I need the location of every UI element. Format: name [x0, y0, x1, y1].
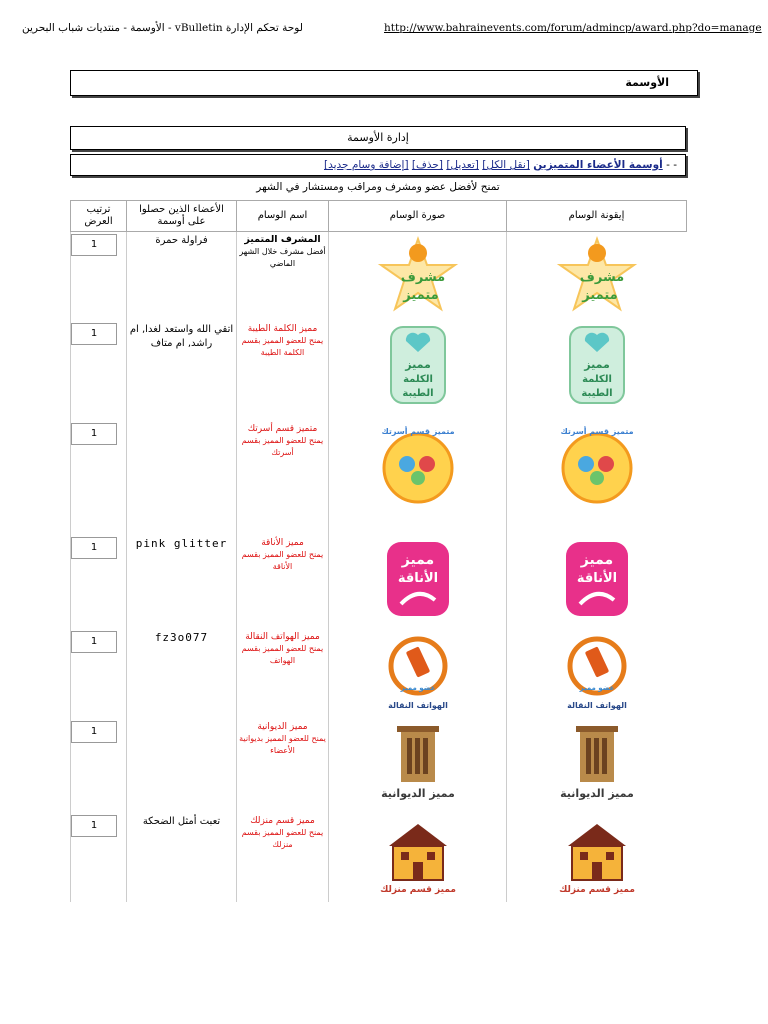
- display-order-input[interactable]: [71, 423, 117, 445]
- award-name-cell: [237, 535, 329, 629]
- display-order-input[interactable]: [71, 815, 117, 837]
- awards-table: [70, 200, 687, 902]
- award-members: اتقي الله واستعد لغدا, ام راشد, ام متاف: [129, 324, 234, 349]
- badge-caption: مميز قسم منزلك: [379, 885, 456, 895]
- award-description: يمنح للعضو المميز بديوانية الأعضاء: [239, 734, 326, 755]
- print-header: [0, 22, 768, 38]
- header-members: الأعضاء الذين حصلوا على أوسمة: [127, 201, 237, 232]
- page-url-link[interactable]: http://www.bahrainevents.com/forum/admincp/award.php?do=manage: [384, 22, 762, 34]
- badge-family-icon: [556, 424, 638, 506]
- badge-caption: الطيبة: [581, 388, 613, 399]
- badge-caption: الهواتف النقالة: [566, 701, 627, 710]
- award-name-cell: [237, 321, 329, 421]
- award-description: أفضل مشرف خلال الشهر الماضي: [239, 247, 326, 268]
- award-image-cell: [329, 813, 507, 902]
- table-row: [71, 719, 687, 813]
- award-members: تعبت أمثل الضحكة: [142, 816, 221, 827]
- badge-diwaniya-icon: [377, 722, 459, 804]
- badge-caption: الكلمة: [402, 374, 433, 385]
- award-description: يمنح للعضو المميز بقسم الأناقة: [241, 550, 324, 571]
- page-title: الأوسمة: [625, 76, 669, 89]
- award-name-cell: [237, 421, 329, 535]
- category-description: تمنح لأفضل عضو ومشرف ومراقب ومستشار في الشهر: [256, 181, 500, 193]
- badge-caption: مميز قسم منزلك: [558, 885, 635, 895]
- award-image-cell: [329, 535, 507, 629]
- badge-caption: الطيبة: [401, 388, 434, 399]
- display-order-input[interactable]: [71, 537, 117, 559]
- award-name-cell: [237, 232, 329, 322]
- page-title-box: [70, 70, 698, 96]
- display-order-cell: [71, 813, 127, 902]
- table-row: [71, 232, 687, 322]
- badge-caption: الأناقة: [576, 571, 617, 586]
- award-name: مميز قسم منزلك: [250, 816, 315, 826]
- badge-caption: مميز: [583, 358, 610, 371]
- award-name: مميز الكلمة الطيبة: [247, 324, 318, 334]
- badge-family-icon: [377, 424, 459, 506]
- award-name-cell: [237, 813, 329, 902]
- badge-caption: متميز قسم أسرتك: [560, 427, 634, 436]
- badge-elegance-icon: [377, 538, 459, 620]
- award-name-cell: [237, 719, 329, 813]
- badge-caption: مشرف: [579, 270, 624, 285]
- badge-caption: متميز: [402, 288, 439, 303]
- table-row: [71, 321, 687, 421]
- award-members: [127, 421, 236, 423]
- award-image-cell: [329, 232, 507, 322]
- badge-caption: مميز: [404, 358, 431, 371]
- table-row: [71, 421, 687, 535]
- award-image-cell: [329, 629, 507, 719]
- award-members-cell: [127, 813, 237, 902]
- badge-home-icon: [377, 816, 459, 898]
- table-row: [71, 629, 687, 719]
- badge-diwaniya-icon: [556, 722, 638, 804]
- badge-caption: مشرف: [400, 270, 445, 285]
- award-name-cell: [237, 629, 329, 719]
- award-icon-cell: [507, 629, 687, 719]
- table-header-row: [71, 201, 687, 232]
- badge-caption: الكلمة: [581, 374, 612, 385]
- category-row: [70, 154, 686, 176]
- display-order-cell: [71, 535, 127, 629]
- display-order-cell: [71, 232, 127, 322]
- display-order-cell: [71, 321, 127, 421]
- table-row: [71, 535, 687, 629]
- category-link[interactable]: أوسمة الأعضاء المتميزين: [533, 159, 663, 171]
- badge-caption: عضو مميز: [400, 684, 435, 692]
- badge-caption: الأناقة: [397, 571, 438, 586]
- award-name: مميز الأناقة: [261, 538, 304, 548]
- move-all-link[interactable]: [نقل الكل]: [482, 159, 530, 171]
- award-members: pink glitter: [135, 537, 228, 550]
- award-image-cell: [329, 421, 507, 535]
- award-name: متميز قسم أسرتك: [247, 424, 318, 434]
- award-description: يمنح للعضو المميز بقسم أسرتك: [241, 436, 324, 457]
- award-members: [127, 719, 236, 721]
- award-members-cell: [127, 629, 237, 719]
- display-order-cell: [71, 719, 127, 813]
- display-order-input[interactable]: [71, 323, 117, 345]
- award-image-cell: [329, 719, 507, 813]
- badge-mobile-icon: [556, 632, 638, 714]
- award-name: مميز الهواتف النقالة: [245, 632, 320, 642]
- panel-heading: إدارة الأوسمة: [70, 126, 686, 150]
- award-icon-cell: [507, 321, 687, 421]
- header-icon: إيقونة الوسام: [507, 201, 687, 232]
- badge-supervisor-icon: [377, 235, 459, 317]
- award-icon-cell: [507, 421, 687, 535]
- award-members-cell: [127, 232, 237, 322]
- badge-caption: مميز الديوانية: [380, 787, 455, 800]
- award-icon-cell: [507, 535, 687, 629]
- award-icon-cell: [507, 813, 687, 902]
- badge-elegance-icon: [556, 538, 638, 620]
- delete-link[interactable]: [حذف]: [411, 159, 443, 171]
- badge-home-icon: [556, 816, 638, 898]
- award-description: يمنح للعضو المميز بقسم منزلك: [241, 828, 324, 849]
- award-members-cell: [127, 421, 237, 535]
- display-order-input[interactable]: [71, 721, 117, 743]
- badge-good-word-icon: [556, 324, 638, 406]
- table-row: [71, 813, 687, 902]
- document-title: لوحة تحكم الإدارة vBulletin - الأوسمة - منتديات شباب البحرين: [22, 22, 303, 34]
- add-award-link[interactable]: [إضافة وسام جديد]: [323, 159, 409, 171]
- award-members: fz3o077: [154, 631, 209, 644]
- award-description: يمنح للعضو المميز بقسم الهواتف: [241, 644, 324, 665]
- award-members-cell: [127, 321, 237, 421]
- badge-caption: متميز قسم أسرتك: [380, 427, 455, 436]
- badge-caption: مميز: [401, 552, 434, 568]
- award-name: مميز الديوانية: [257, 722, 308, 732]
- display-order-input[interactable]: [71, 234, 117, 256]
- awards-panel: [70, 126, 686, 196]
- display-order-cell: [71, 421, 127, 535]
- display-order-cell: [71, 629, 127, 719]
- badge-supervisor-icon: [556, 235, 638, 317]
- header-name: اسم الوسام: [237, 201, 329, 232]
- edit-link[interactable]: [تعديل]: [446, 159, 479, 171]
- badge-mobile-icon: [377, 632, 459, 714]
- badge-caption: مميز الديوانية: [559, 787, 634, 800]
- display-order-input[interactable]: [71, 631, 117, 653]
- badge-caption: الهواتف النقالة: [387, 701, 448, 710]
- award-members: فراولة حمرة: [155, 235, 208, 246]
- badge-caption: مميز: [580, 552, 613, 568]
- award-name: المشرف المتميز: [244, 234, 321, 245]
- award-icon-cell: [507, 232, 687, 322]
- header-order: ترتيب العرض: [71, 201, 127, 232]
- badge-good-word-icon: [377, 324, 459, 406]
- award-image-cell: [329, 321, 507, 421]
- award-members-cell: [127, 535, 237, 629]
- badge-caption: عضو مميز: [579, 684, 615, 692]
- award-icon-cell: [507, 719, 687, 813]
- award-members-cell: [127, 719, 237, 813]
- header-image: صورة الوسام: [329, 201, 507, 232]
- crumb-prefix: - -: [666, 159, 677, 171]
- award-description: يمنح للعضو المميز بقسم الكلمة الطيبة: [241, 336, 324, 357]
- badge-caption: متميز: [582, 288, 618, 303]
